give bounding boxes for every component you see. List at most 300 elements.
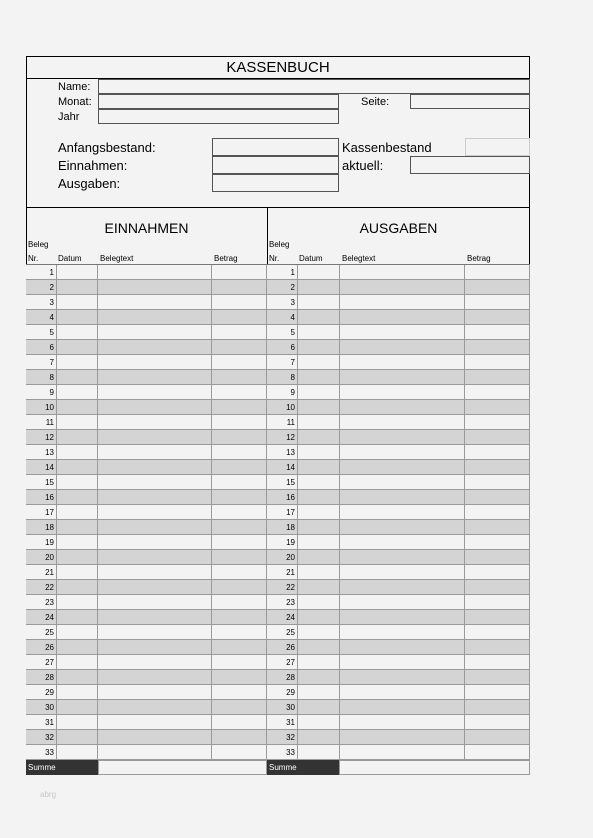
einnahmen-datum-cell[interactable] xyxy=(57,340,98,355)
ausgaben-row xyxy=(267,655,530,670)
einnahmen-betrag-cell[interactable] xyxy=(212,550,267,565)
einnahmen-belegtext-cell[interactable] xyxy=(98,700,212,715)
ausgaben-belegtext-cell[interactable] xyxy=(340,280,465,295)
einnahmen-datum-cell[interactable] xyxy=(57,625,98,640)
ausgaben-belegtext-cell[interactable] xyxy=(340,490,465,505)
einnahmen-row xyxy=(26,460,267,475)
ausgaben-datum-cell[interactable] xyxy=(298,430,340,445)
section-divider xyxy=(26,207,530,208)
einnahmen-row xyxy=(26,370,267,385)
ausgaben-belegtext-cell[interactable] xyxy=(340,535,465,550)
ausgaben-datum-cell[interactable] xyxy=(298,340,340,355)
ausgaben-datum-cell[interactable] xyxy=(298,265,340,280)
einnahmen-datum-cell[interactable] xyxy=(57,385,98,400)
einnahmen-nr-cell: 17 xyxy=(26,505,57,520)
einnahmen-belegtext-cell[interactable] xyxy=(98,475,212,490)
ausgaben-nr-cell: 13 xyxy=(267,445,298,460)
ausgaben-betrag-cell[interactable] xyxy=(465,310,530,325)
ausgaben-nr-cell: 24 xyxy=(267,610,298,625)
ausgaben-betrag-cell[interactable] xyxy=(465,655,530,670)
einnahmen-nr-cell: 28 xyxy=(26,670,57,685)
einnahmen-betrag-cell[interactable] xyxy=(212,520,267,535)
einnahmen-datum-cell[interactable] xyxy=(57,565,98,580)
einnahmen-betrag-cell[interactable] xyxy=(212,430,267,445)
einnahmen-belegtext-cell[interactable] xyxy=(98,550,212,565)
ausgaben-row xyxy=(267,385,530,400)
ausgaben-datum-cell[interactable] xyxy=(298,445,340,460)
ausgaben-betrag-cell[interactable] xyxy=(465,670,530,685)
einnahmen-summe-field[interactable] xyxy=(98,760,267,775)
einnahmen-datum-cell[interactable] xyxy=(57,265,98,280)
ausgaben-datum-cell[interactable] xyxy=(298,490,340,505)
ausgaben-belegtext-cell[interactable] xyxy=(340,460,465,475)
ausgaben-belegtext-cell[interactable] xyxy=(340,430,465,445)
ausgaben-nr-cell: 9 xyxy=(267,385,298,400)
einnahmen-beleg-header: Beleg xyxy=(28,240,49,249)
ausgaben-datum-cell[interactable] xyxy=(298,310,340,325)
ausgaben-belegtext-cell[interactable] xyxy=(340,715,465,730)
einnahmen-datum-cell[interactable] xyxy=(57,295,98,310)
einnahmen-nr-cell: 24 xyxy=(26,610,57,625)
ausgaben-datum-cell[interactable] xyxy=(298,505,340,520)
footer-watermark: abrg xyxy=(40,790,57,799)
einnahmen-belegtext-cell[interactable] xyxy=(98,625,212,640)
ausgaben-nr-cell: 2 xyxy=(267,280,298,295)
einnahmen-betrag-cell[interactable] xyxy=(212,355,267,370)
ausgaben-nr-cell: 32 xyxy=(267,730,298,745)
einnahmen-betrag-cell[interactable] xyxy=(212,460,267,475)
monat-field[interactable] xyxy=(98,94,339,109)
anfangsbestand-field[interactable] xyxy=(212,138,339,156)
ausgaben-datum-cell[interactable] xyxy=(298,595,340,610)
ausgaben-belegtext-cell[interactable] xyxy=(340,400,465,415)
ausgaben-belegtext-cell[interactable] xyxy=(340,565,465,580)
ausgaben-belegtext-cell[interactable] xyxy=(340,580,465,595)
einnahmen-belegtext-cell[interactable] xyxy=(98,385,212,400)
ausgaben-datum-cell[interactable] xyxy=(298,355,340,370)
ausgaben-belegtext-cell[interactable] xyxy=(340,355,465,370)
jahr-label: Jahr xyxy=(58,111,80,123)
ausgaben-beleg-header: Beleg xyxy=(269,240,290,249)
einnahmen-datum-cell[interactable] xyxy=(57,655,98,670)
ausgaben-betrag-cell[interactable] xyxy=(465,520,530,535)
einnahmen-betrag-cell[interactable] xyxy=(212,280,267,295)
ausgaben-betrag-cell[interactable] xyxy=(465,565,530,580)
einnahmen-belegtext-cell[interactable] xyxy=(98,730,212,745)
einnahmen-nr-cell: 26 xyxy=(26,640,57,655)
einnahmen-belegtext-cell[interactable] xyxy=(98,370,212,385)
einnahmen-betrag-cell[interactable] xyxy=(212,595,267,610)
ausgaben-betrag-cell[interactable] xyxy=(465,715,530,730)
einnahmen-betrag-cell[interactable] xyxy=(212,730,267,745)
kassenbestand-shade xyxy=(465,138,530,156)
ausgaben-betrag-cell[interactable] xyxy=(465,430,530,445)
einnahmen-nr-cell: 22 xyxy=(26,580,57,595)
einnahmen-datum-cell[interactable] xyxy=(57,325,98,340)
einnahmen-betrag-cell[interactable] xyxy=(212,505,267,520)
kassenbestand-label: Kassenbestand xyxy=(342,140,432,155)
einnahmen-datum-cell[interactable] xyxy=(57,640,98,655)
monat-label: Monat: xyxy=(58,96,92,108)
einnahmen-betrag-cell[interactable] xyxy=(212,400,267,415)
ausgaben-nr-cell: 16 xyxy=(267,490,298,505)
einnahmen-row xyxy=(26,415,267,430)
einnahmen-datum-cell[interactable] xyxy=(57,355,98,370)
ausgaben-datum-cell[interactable] xyxy=(298,715,340,730)
einnahmen-nr-cell: 13 xyxy=(26,445,57,460)
einnahmen-belegtext-cell[interactable] xyxy=(98,400,212,415)
einnahmen-datum-cell[interactable] xyxy=(57,400,98,415)
ausgaben-betrag-cell[interactable] xyxy=(465,685,530,700)
ausgaben-datum-cell[interactable] xyxy=(298,745,340,760)
kassenbestand-field[interactable] xyxy=(410,156,530,174)
einnahmen-belegtext-cell[interactable] xyxy=(98,490,212,505)
ausgaben-nr-cell: 31 xyxy=(267,715,298,730)
einnahmen-betrag-cell[interactable] xyxy=(212,745,267,760)
ausgaben-betrag-cell[interactable] xyxy=(465,415,530,430)
ausgaben-datum-cell[interactable] xyxy=(298,580,340,595)
ausgaben-belegtext-cell[interactable] xyxy=(340,730,465,745)
ausgaben-datum-cell[interactable] xyxy=(298,730,340,745)
einnahmen-nr-cell: 14 xyxy=(26,460,57,475)
ausgaben-datum-cell[interactable] xyxy=(298,385,340,400)
einnahmen-datum-cell[interactable] xyxy=(57,490,98,505)
ausgaben-nr-cell: 27 xyxy=(267,655,298,670)
einnahmen-nr-cell: 10 xyxy=(26,400,57,415)
einnahmen-table xyxy=(26,265,267,760)
einnahmen-nr-cell: 5 xyxy=(26,325,57,340)
ausgaben-nr-cell: 19 xyxy=(267,535,298,550)
einnahmen-row xyxy=(26,550,267,565)
ausgaben-betrag-cell[interactable] xyxy=(465,445,530,460)
einnahmen-datum-cell[interactable] xyxy=(57,535,98,550)
einnahmen-belegtext-cell[interactable] xyxy=(98,325,212,340)
einnahmen-belegtext-cell[interactable] xyxy=(98,295,212,310)
ausgaben-betrag-cell[interactable] xyxy=(465,460,530,475)
ausgaben-betrag-cell[interactable] xyxy=(465,325,530,340)
ausgaben-datum-cell[interactable] xyxy=(298,370,340,385)
einnahmen-row xyxy=(26,730,267,745)
ausgaben-row xyxy=(267,475,530,490)
ausgaben-betrag-cell[interactable] xyxy=(465,610,530,625)
einnahmen-betrag-cell[interactable] xyxy=(212,640,267,655)
einnahmen-datum-cell[interactable] xyxy=(57,415,98,430)
ausgaben-belegtext-cell[interactable] xyxy=(340,595,465,610)
ausgaben-betrag-cell[interactable] xyxy=(465,625,530,640)
ausgaben-nr-cell: 17 xyxy=(267,505,298,520)
ausgaben-belegtext-cell[interactable] xyxy=(340,370,465,385)
ausgaben-belegtext-cell[interactable] xyxy=(340,655,465,670)
ausgaben-betrag-cell[interactable] xyxy=(465,730,530,745)
einnahmen-belegtext-cell[interactable] xyxy=(98,715,212,730)
einnahmen-nr-cell: 30 xyxy=(26,700,57,715)
ausgaben-datum-cell[interactable] xyxy=(298,325,340,340)
ausgaben-betrag-cell[interactable] xyxy=(465,580,530,595)
einnahmen-betrag-cell[interactable] xyxy=(212,325,267,340)
einnahmen-datum-cell[interactable] xyxy=(57,310,98,325)
ausgaben-datum-cell[interactable] xyxy=(298,625,340,640)
ausgaben-datum-cell[interactable] xyxy=(298,670,340,685)
ausgaben-belegtext-cell[interactable] xyxy=(340,295,465,310)
anfangsbestand-label: Anfangsbestand: xyxy=(58,140,156,155)
ausgaben-datum-cell[interactable] xyxy=(298,460,340,475)
ausgaben-datum-header: Datum xyxy=(299,254,323,263)
einnahmen-datum-cell[interactable] xyxy=(57,700,98,715)
einnahmen-belegtext-cell[interactable] xyxy=(98,430,212,445)
einnahmen-datum-cell[interactable] xyxy=(57,670,98,685)
einnahmen-belegtext-cell[interactable] xyxy=(98,265,212,280)
einnahmen-belegtext-cell[interactable] xyxy=(98,505,212,520)
ausgaben-nr-cell: 26 xyxy=(267,640,298,655)
einnahmen-betrag-header: Betrag xyxy=(214,254,238,263)
einnahmen-belegtext-cell[interactable] xyxy=(98,520,212,535)
ausgaben-betrag-cell[interactable] xyxy=(465,595,530,610)
ausgaben-belegtext-cell[interactable] xyxy=(340,475,465,490)
ausgaben-betrag-cell[interactable] xyxy=(465,385,530,400)
ausgaben-datum-cell[interactable] xyxy=(298,700,340,715)
seite-label: Seite: xyxy=(361,96,390,108)
seite-field[interactable] xyxy=(410,94,530,109)
ausgaben-row xyxy=(267,535,530,550)
ausgaben-datum-cell[interactable] xyxy=(298,640,340,655)
name-field[interactable] xyxy=(98,79,530,94)
einnahmen-datum-cell[interactable] xyxy=(57,280,98,295)
einnahmen-betrag-cell[interactable] xyxy=(212,655,267,670)
ausgaben-betrag-cell[interactable] xyxy=(465,295,530,310)
einnahmen-row xyxy=(26,520,267,535)
ausgaben-belegtext-cell[interactable] xyxy=(340,505,465,520)
einnahmen-betrag-cell[interactable] xyxy=(212,265,267,280)
einnahmen-belegtext-cell[interactable] xyxy=(98,640,212,655)
ausgaben-belegtext-cell[interactable] xyxy=(340,445,465,460)
einnahmen-nr-cell: 19 xyxy=(26,535,57,550)
einnahmen-belegtext-cell[interactable] xyxy=(98,310,212,325)
einnahmen-belegtext-cell[interactable] xyxy=(98,580,212,595)
ausgaben-row xyxy=(267,325,530,340)
ausgaben-betrag-cell[interactable] xyxy=(465,355,530,370)
einnahmen-row xyxy=(26,505,267,520)
einnahmen-betrag-cell[interactable] xyxy=(212,700,267,715)
einnahmen-belegtext-cell[interactable] xyxy=(98,340,212,355)
einnahmen-datum-cell[interactable] xyxy=(57,595,98,610)
einnahmen-betrag-cell[interactable] xyxy=(212,490,267,505)
ausgaben-summe-field[interactable] xyxy=(339,760,530,775)
ausgaben-belegtext-cell[interactable] xyxy=(340,325,465,340)
ausgaben-belegtext-cell[interactable] xyxy=(340,685,465,700)
einnahmen-betrag-cell[interactable] xyxy=(212,385,267,400)
ausgaben-belegtext-cell[interactable] xyxy=(340,745,465,760)
einnahmen-datum-header: Datum xyxy=(58,254,82,263)
ausgaben-betrag-cell[interactable] xyxy=(465,490,530,505)
einnahmen-nr-cell: 20 xyxy=(26,550,57,565)
ausgaben-row xyxy=(267,265,530,280)
ausgaben-datum-cell[interactable] xyxy=(298,535,340,550)
einnahmen-datum-cell[interactable] xyxy=(57,715,98,730)
ausgaben-datum-cell[interactable] xyxy=(298,295,340,310)
einnahmen-title: EINNAHMEN xyxy=(104,220,189,236)
ausgaben-datum-cell[interactable] xyxy=(298,565,340,580)
einnahmen-belegtext-cell[interactable] xyxy=(98,670,212,685)
einnahmen-betrag-cell[interactable] xyxy=(212,715,267,730)
ausgaben-belegtext-cell[interactable] xyxy=(340,340,465,355)
ausgaben-belegtext-cell[interactable] xyxy=(340,310,465,325)
ausgaben-betrag-cell[interactable] xyxy=(465,475,530,490)
einnahmen-nr-cell: 23 xyxy=(26,595,57,610)
ausgaben-betrag-cell[interactable] xyxy=(465,340,530,355)
einnahmen-datum-cell[interactable] xyxy=(57,730,98,745)
ausgaben-belegtext-cell[interactable] xyxy=(340,625,465,640)
einnahmen-datum-cell[interactable] xyxy=(57,445,98,460)
einnahmen-row xyxy=(26,310,267,325)
ausgaben-table xyxy=(267,265,530,760)
einnahmen-betrag-cell[interactable] xyxy=(212,310,267,325)
ausgaben-betrag-cell[interactable] xyxy=(465,370,530,385)
einnahmen-row xyxy=(26,640,267,655)
ausgaben-betrag-cell[interactable] xyxy=(465,280,530,295)
ausgaben-belegtext-cell[interactable] xyxy=(340,520,465,535)
ausgaben-datum-cell[interactable] xyxy=(298,550,340,565)
ausgaben-belegtext-cell[interactable] xyxy=(340,550,465,565)
ausgaben-belegtext-cell[interactable] xyxy=(340,670,465,685)
einnahmen-datum-cell[interactable] xyxy=(57,745,98,760)
ausgaben-datum-cell[interactable] xyxy=(298,415,340,430)
einnahmen-belegtext-cell[interactable] xyxy=(98,565,212,580)
einnahmen-datum-cell[interactable] xyxy=(57,370,98,385)
ausgaben-nr-cell: 10 xyxy=(267,400,298,415)
einnahmen-datum-cell[interactable] xyxy=(57,475,98,490)
einnahmen-nr-cell: 21 xyxy=(26,565,57,580)
einnahmen-belegtext-cell[interactable] xyxy=(98,445,212,460)
einnahmen-belegtext-cell[interactable] xyxy=(98,595,212,610)
einnahmen-nr-cell: 29 xyxy=(26,685,57,700)
einnahmen-row xyxy=(26,280,267,295)
ausgaben-datum-cell[interactable] xyxy=(298,475,340,490)
einnahmen-betrag-cell[interactable] xyxy=(212,580,267,595)
einnahmen-belegtext-cell[interactable] xyxy=(98,535,212,550)
einnahmen-betrag-cell[interactable] xyxy=(212,340,267,355)
einnahmen-betrag-cell[interactable] xyxy=(212,445,267,460)
einnahmen-belegtext-cell[interactable] xyxy=(98,655,212,670)
ausgaben-datum-cell[interactable] xyxy=(298,685,340,700)
einnahmen-nr-cell: 16 xyxy=(26,490,57,505)
einnahmen-betrag-cell[interactable] xyxy=(212,535,267,550)
einnahmen-belegtext-cell[interactable] xyxy=(98,280,212,295)
ausgaben-nr-cell: 7 xyxy=(267,355,298,370)
einnahmen-datum-cell[interactable] xyxy=(57,520,98,535)
einnahmen-betrag-cell[interactable] xyxy=(212,415,267,430)
einnahmen-belegtext-cell[interactable] xyxy=(98,685,212,700)
ausgaben-row xyxy=(267,550,530,565)
ausgaben-nr-cell: 15 xyxy=(267,475,298,490)
ausgaben-betrag-cell[interactable] xyxy=(465,505,530,520)
ausgaben-nr-cell: 20 xyxy=(267,550,298,565)
einnahmen-nr-cell: 31 xyxy=(26,715,57,730)
ausgaben-nr-cell: 12 xyxy=(267,430,298,445)
ausgaben-row xyxy=(267,640,530,655)
einnahmen-nr-header: Nr. xyxy=(28,254,39,263)
ausgaben-nr-cell: 28 xyxy=(267,670,298,685)
ausgaben-belegtext-cell[interactable] xyxy=(340,265,465,280)
aktuell-label: aktuell: xyxy=(342,158,384,173)
ausgaben-belegtext-cell[interactable] xyxy=(340,415,465,430)
einnahmen-belegtext-cell[interactable] xyxy=(98,745,212,760)
ausgaben-datum-cell[interactable] xyxy=(298,520,340,535)
einnahmen-field[interactable] xyxy=(212,156,339,174)
einnahmen-betrag-cell[interactable] xyxy=(212,370,267,385)
einnahmen-belegtext-cell[interactable] xyxy=(98,355,212,370)
ausgaben-row xyxy=(267,430,530,445)
ausgaben-belegtext-cell[interactable] xyxy=(340,610,465,625)
einnahmen-betrag-cell[interactable] xyxy=(212,610,267,625)
einnahmen-belegtext-cell[interactable] xyxy=(98,610,212,625)
einnahmen-datum-cell[interactable] xyxy=(57,460,98,475)
ausgaben-betrag-cell[interactable] xyxy=(465,535,530,550)
ausgaben-row xyxy=(267,340,530,355)
ausgaben-field[interactable] xyxy=(212,174,339,192)
einnahmen-betrag-cell[interactable] xyxy=(212,475,267,490)
einnahmen-row xyxy=(26,385,267,400)
ausgaben-row xyxy=(267,595,530,610)
ausgaben-datum-cell[interactable] xyxy=(298,610,340,625)
ausgaben-title: AUSGABEN xyxy=(359,220,438,236)
einnahmen-nr-cell: 33 xyxy=(26,745,57,760)
einnahmen-row xyxy=(26,700,267,715)
ausgaben-belegtext-cell[interactable] xyxy=(340,640,465,655)
jahr-field[interactable] xyxy=(98,109,339,124)
einnahmen-row xyxy=(26,340,267,355)
einnahmen-nr-cell: 32 xyxy=(26,730,57,745)
einnahmen-betrag-cell[interactable] xyxy=(212,685,267,700)
einnahmen-betrag-cell[interactable] xyxy=(212,625,267,640)
name-label: Name: xyxy=(58,81,91,93)
einnahmen-belegtext-header: Belegtext xyxy=(100,254,134,263)
ausgaben-betrag-cell[interactable] xyxy=(465,265,530,280)
ausgaben-betrag-cell[interactable] xyxy=(465,400,530,415)
einnahmen-datum-cell[interactable] xyxy=(57,685,98,700)
ausgaben-nr-cell: 5 xyxy=(267,325,298,340)
ausgaben-datum-cell[interactable] xyxy=(298,280,340,295)
ausgaben-row xyxy=(267,610,530,625)
einnahmen-nr-cell: 2 xyxy=(26,280,57,295)
einnahmen-summe-label: Summe xyxy=(26,760,98,775)
einnahmen-datum-cell[interactable] xyxy=(57,430,98,445)
einnahmen-datum-cell[interactable] xyxy=(57,580,98,595)
einnahmen-belegtext-cell[interactable] xyxy=(98,460,212,475)
einnahmen-betrag-cell[interactable] xyxy=(212,565,267,580)
einnahmen-datum-cell[interactable] xyxy=(57,610,98,625)
ausgaben-betrag-cell[interactable] xyxy=(465,640,530,655)
ausgaben-row xyxy=(267,505,530,520)
einnahmen-betrag-cell[interactable] xyxy=(212,670,267,685)
einnahmen-betrag-cell[interactable] xyxy=(212,295,267,310)
einnahmen-nr-cell: 12 xyxy=(26,430,57,445)
einnahmen-row xyxy=(26,265,267,280)
ausgaben-row xyxy=(267,370,530,385)
ausgaben-belegtext-cell[interactable] xyxy=(340,385,465,400)
einnahmen-datum-cell[interactable] xyxy=(57,505,98,520)
ausgaben-betrag-cell[interactable] xyxy=(465,745,530,760)
einnahmen-belegtext-cell[interactable] xyxy=(98,415,212,430)
ausgaben-betrag-cell[interactable] xyxy=(465,550,530,565)
einnahmen-nr-cell: 8 xyxy=(26,370,57,385)
ausgaben-betrag-cell[interactable] xyxy=(465,700,530,715)
ausgaben-nr-cell: 3 xyxy=(267,295,298,310)
ausgaben-belegtext-cell[interactable] xyxy=(340,700,465,715)
einnahmen-row xyxy=(26,715,267,730)
einnahmen-datum-cell[interactable] xyxy=(57,550,98,565)
ausgaben-datum-cell[interactable] xyxy=(298,400,340,415)
ausgaben-datum-cell[interactable] xyxy=(298,655,340,670)
